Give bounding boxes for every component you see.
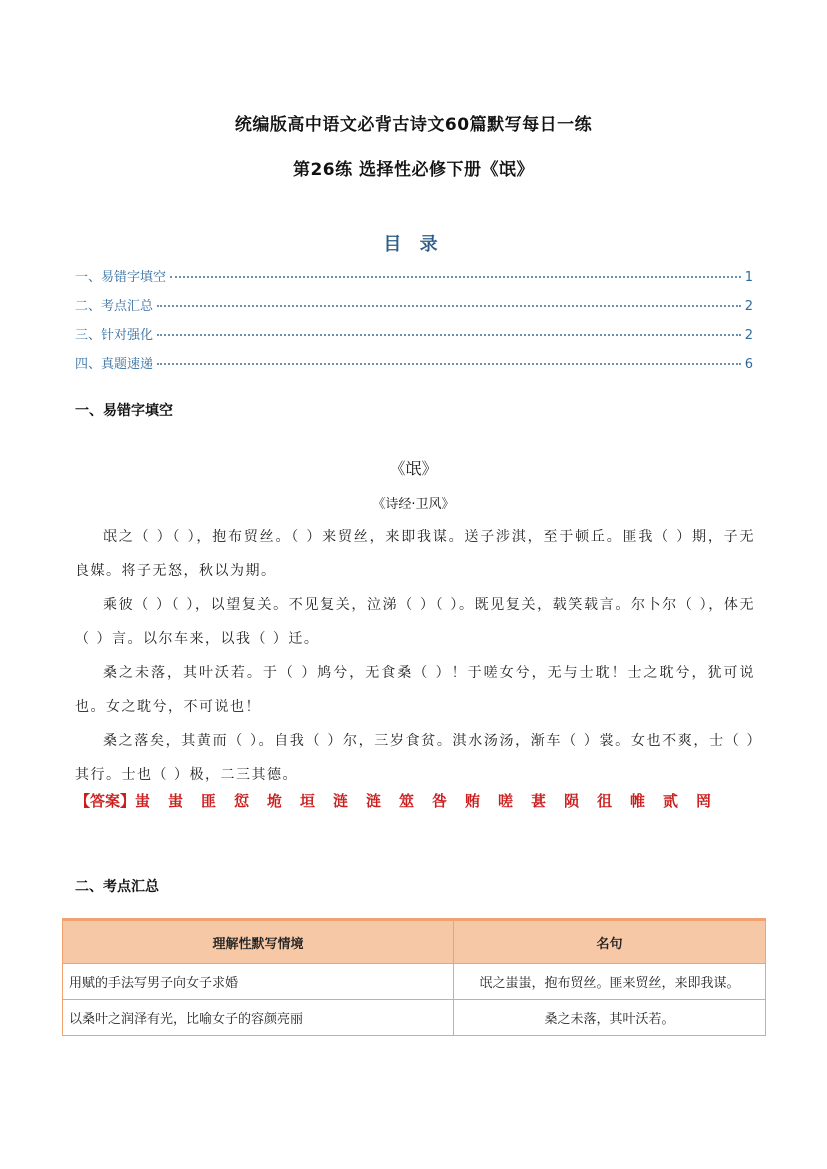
table-of-contents — [75, 266, 753, 382]
table-header-cell: 理解性默写情境 — [63, 921, 454, 964]
poem-stanza: 桑之落矣，其黄而（ ）。自我（ ）尔，三岁食贫。淇水汤汤，渐车（ ）裳。女也不爽，士（ ）其行。士也（ ）极，二三其德。 — [75, 733, 755, 783]
toc-item-page[interactable]: 2 — [744, 299, 753, 314]
table-cell: 用赋的手法写男子向女子求婚 — [63, 964, 454, 1000]
toc-item-label[interactable]: 三、针对强化 — [75, 328, 154, 343]
toc-item-label[interactable]: 一、易错字填空 — [75, 270, 167, 285]
toc-item[interactable] — [75, 324, 753, 353]
poem-stanza: 乘彼（ ）（ ），以望复关。不见复关，泣涕（ ）（ ）。既见复关，载笑载言。尔卜尔（ ），体无（ ）言。以尔车来，以我（ ）迁。 — [75, 597, 755, 647]
table-cell: 以桑叶之润泽有光，比喻女子的容颜亮丽 — [63, 1000, 454, 1036]
toc-item-page[interactable]: 6 — [744, 357, 753, 372]
poem-source: 《诗经·卫风》 — [372, 497, 455, 512]
section-heading-1: 一、易错字填空 — [75, 403, 173, 419]
section-heading-2: 二、考点汇总 — [75, 879, 159, 895]
poem-stanza: 桑之未落，其叶沃若。于（ ）鸠兮，无食桑（ ）！于嗟女兮，无与士耽！士之耽兮，犹可说也。女之耽兮，不可说也！ — [75, 665, 755, 715]
toc-leader-dots — [157, 334, 741, 336]
key-points-table — [62, 920, 766, 1036]
document-subtitle: 第26练 选择性必修下册《氓》 — [292, 160, 535, 180]
toc-item-label[interactable]: 二、考点汇总 — [75, 299, 154, 314]
table-row — [63, 1000, 766, 1036]
table-cell: 桑之未落，其叶沃若。 — [454, 1000, 766, 1036]
poem-body — [75, 520, 755, 792]
poem-stanza: 氓之（ ）（ ），抱布贸丝。（ ）来贸丝，来即我谋。送子涉淇，至于顿丘。匪我（ ）期，子无良媒。将子无怒，秋以为期。 — [75, 529, 755, 579]
toc-item-page[interactable]: 1 — [744, 270, 753, 285]
answer-block — [75, 786, 755, 816]
toc-item[interactable] — [75, 295, 753, 324]
toc-leader-dots — [170, 276, 741, 278]
toc-item[interactable] — [75, 266, 753, 295]
toc-item[interactable] — [75, 353, 753, 382]
table-header-row — [63, 921, 766, 964]
toc-title: 目 录 — [383, 234, 444, 255]
table-cell: 氓之蚩蚩，抱布贸丝。匪来贸丝，来即我谋。 — [454, 964, 766, 1000]
answer-text: 蚩蚩匪愆垝垣涟涟筮咎贿嗟葚陨徂帷贰罔 — [135, 792, 730, 810]
document-title: 统编版高中语文必背古诗文60篇默写每日一练 — [234, 115, 593, 135]
toc-item-label[interactable]: 四、真题速递 — [75, 357, 154, 372]
answer-tag: 【答案】 — [75, 792, 136, 810]
toc-item-page[interactable]: 2 — [744, 328, 753, 343]
table-header-cell: 名句 — [454, 921, 766, 964]
toc-leader-dots — [157, 363, 741, 365]
toc-leader-dots — [157, 305, 741, 307]
table-row — [63, 964, 766, 1000]
poem-title: 《氓》 — [389, 459, 438, 478]
